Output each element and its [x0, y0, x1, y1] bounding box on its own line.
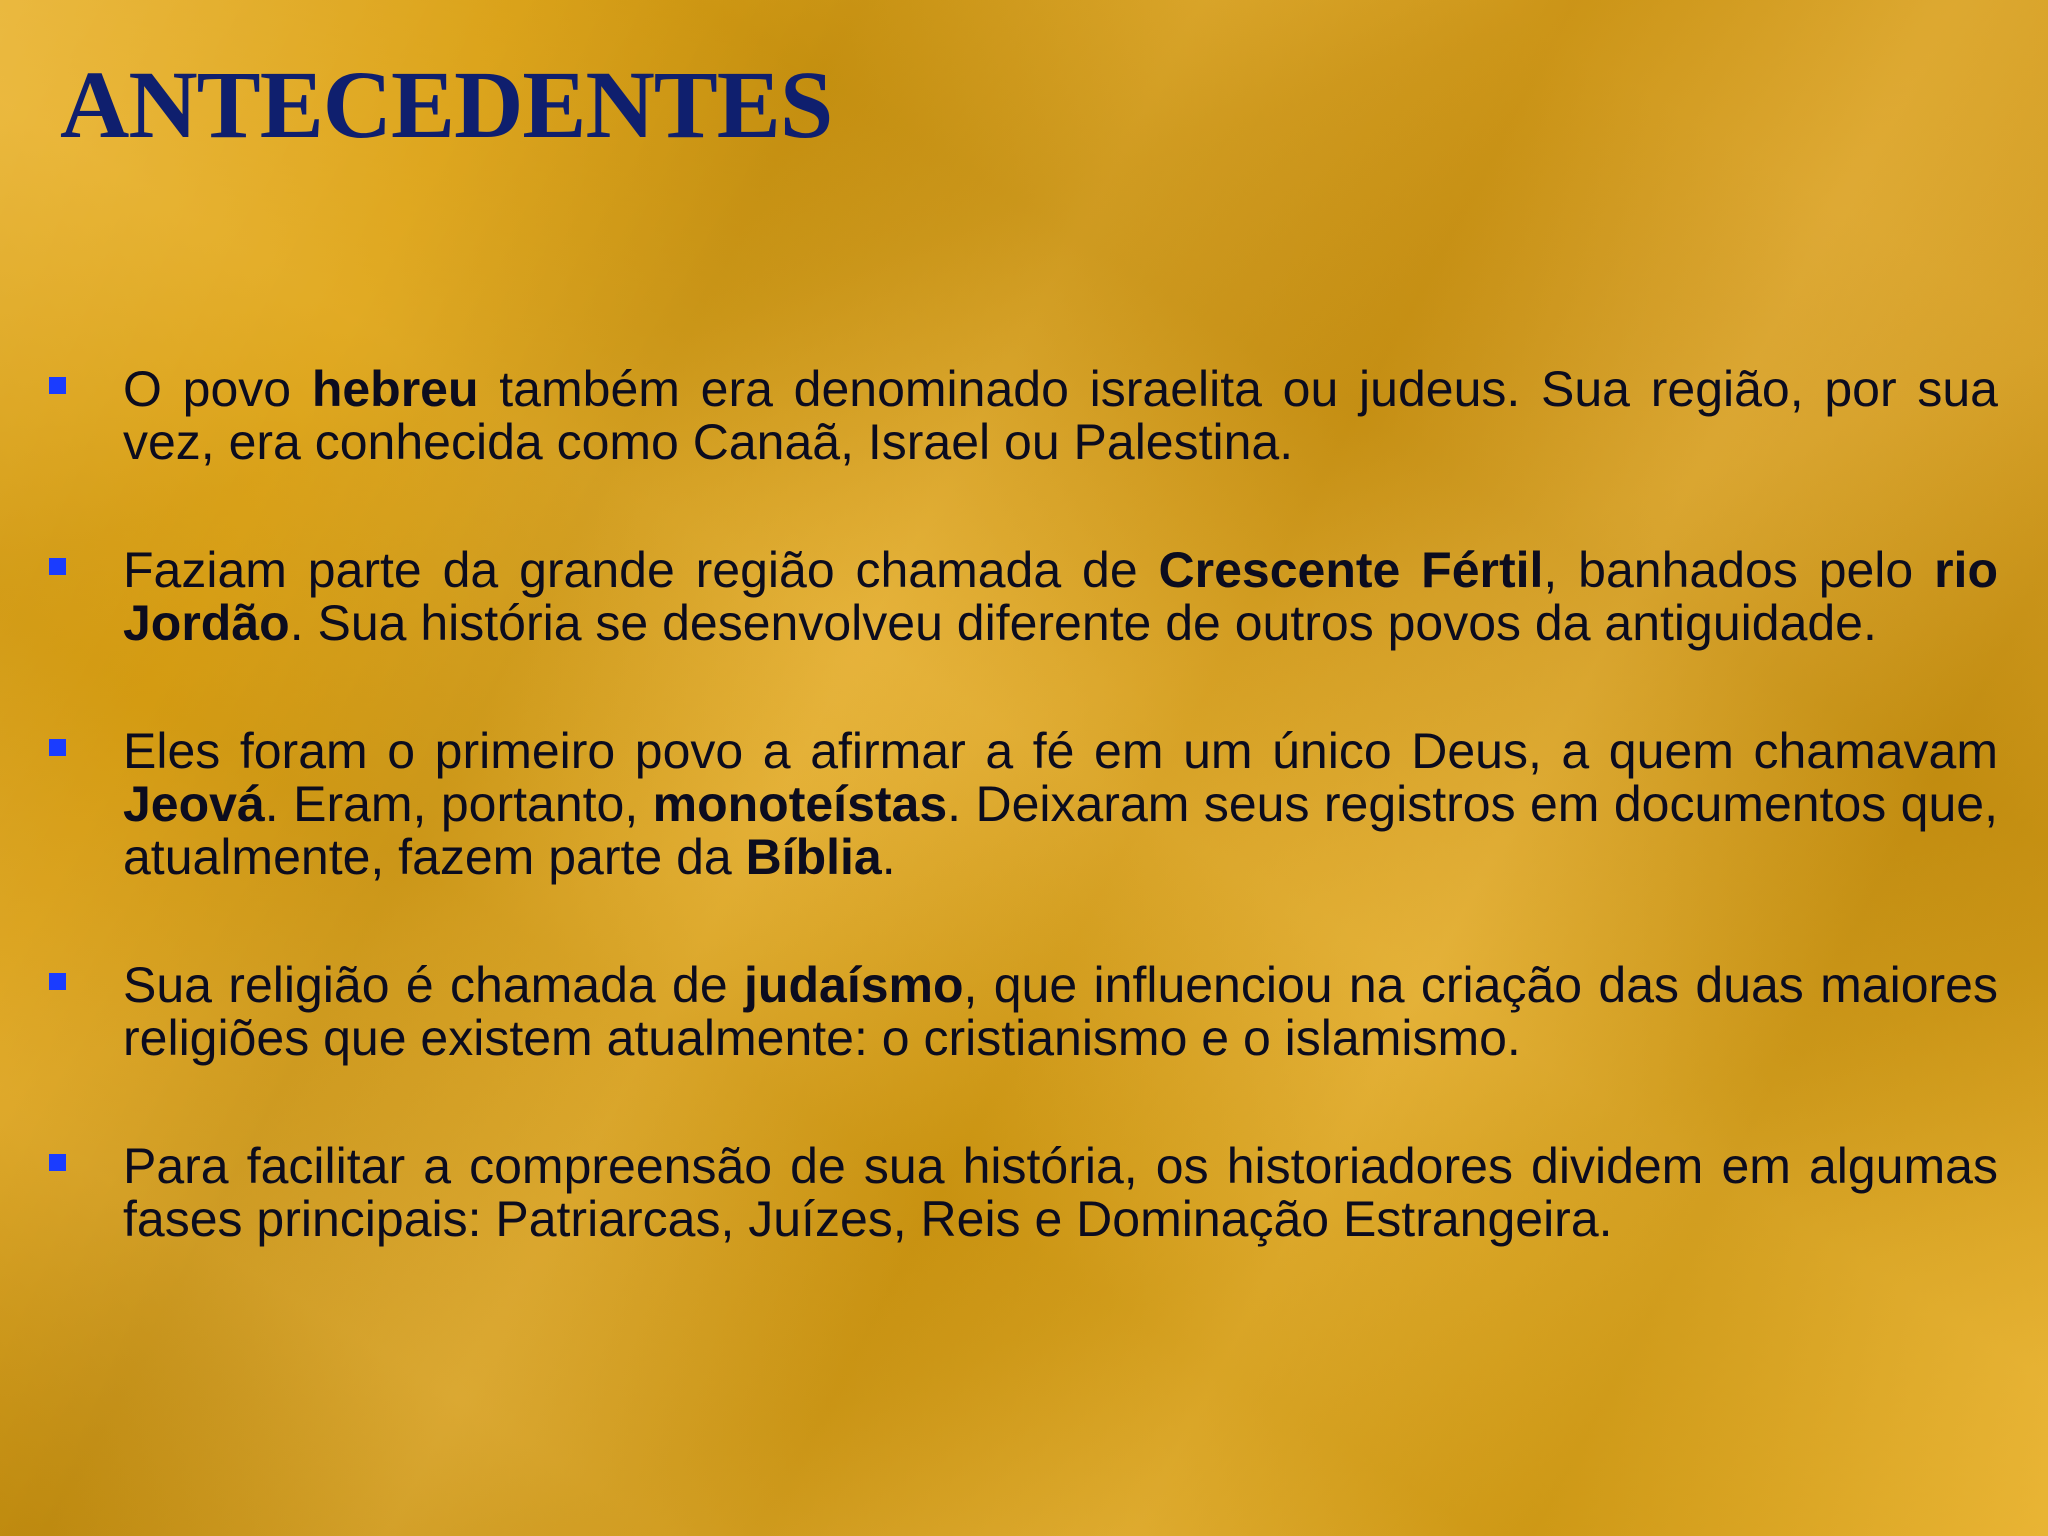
square-bullet-icon — [49, 558, 66, 575]
text: Eles foram o primeiro povo a afirmar a fé em um único Deus, a quem chamavam — [123, 723, 1998, 779]
bold-term: Crescente Fértil — [1158, 542, 1544, 598]
bold-term: Bíblia — [745, 829, 882, 885]
text: também era denominado israelita ou judeus. Sua região, por sua vez, era conhecida como Canaã, Israel ou Palestina. — [123, 361, 1998, 470]
bold-term: judaísmo — [744, 957, 964, 1013]
slide-title: ANTECEDENTES — [60, 51, 833, 158]
text: Faziam parte da grande região chamada de — [123, 542, 1159, 598]
bullet-item — [44, 363, 1998, 469]
square-bullet-icon — [49, 973, 66, 990]
bullet-list — [44, 363, 1998, 1246]
square-bullet-icon — [49, 739, 66, 756]
text: Para facilitar a compreensão de sua história, os historiadores dividem em algumas fases principais: Patriarcas, Juízes, Reis e Dominação Estrangeira. — [123, 1138, 1998, 1247]
bold-term: rio Jordão — [123, 542, 1998, 651]
square-bullet-icon — [49, 377, 66, 394]
square-bullet-icon — [49, 1154, 66, 1171]
text: O povo — [123, 361, 312, 417]
bullet-item — [44, 725, 1998, 884]
bullet-item — [44, 544, 1998, 650]
bullet-item — [44, 1140, 1998, 1246]
bold-term: hebreu — [311, 361, 479, 417]
bullet-item — [44, 959, 1998, 1065]
bold-term: Jeová — [123, 776, 265, 832]
text: Sua religião é chamada de — [123, 957, 745, 1013]
text: . Eram, portanto, — [264, 776, 653, 832]
text: . — [881, 829, 896, 885]
text: . Sua história se desenvolveu diferente de outros povos da antiguidade. — [289, 595, 1877, 651]
text: , banhados pelo — [1543, 542, 1935, 598]
bold-term: monoteístas — [652, 776, 948, 832]
text: . Deixaram seus registros em documentos que, atualmente, fazem parte da — [123, 776, 1998, 885]
text: , que influenciou na criação das duas maiores religiões que existem atualmente: o cristianismo e o islamismo. — [123, 957, 1998, 1066]
